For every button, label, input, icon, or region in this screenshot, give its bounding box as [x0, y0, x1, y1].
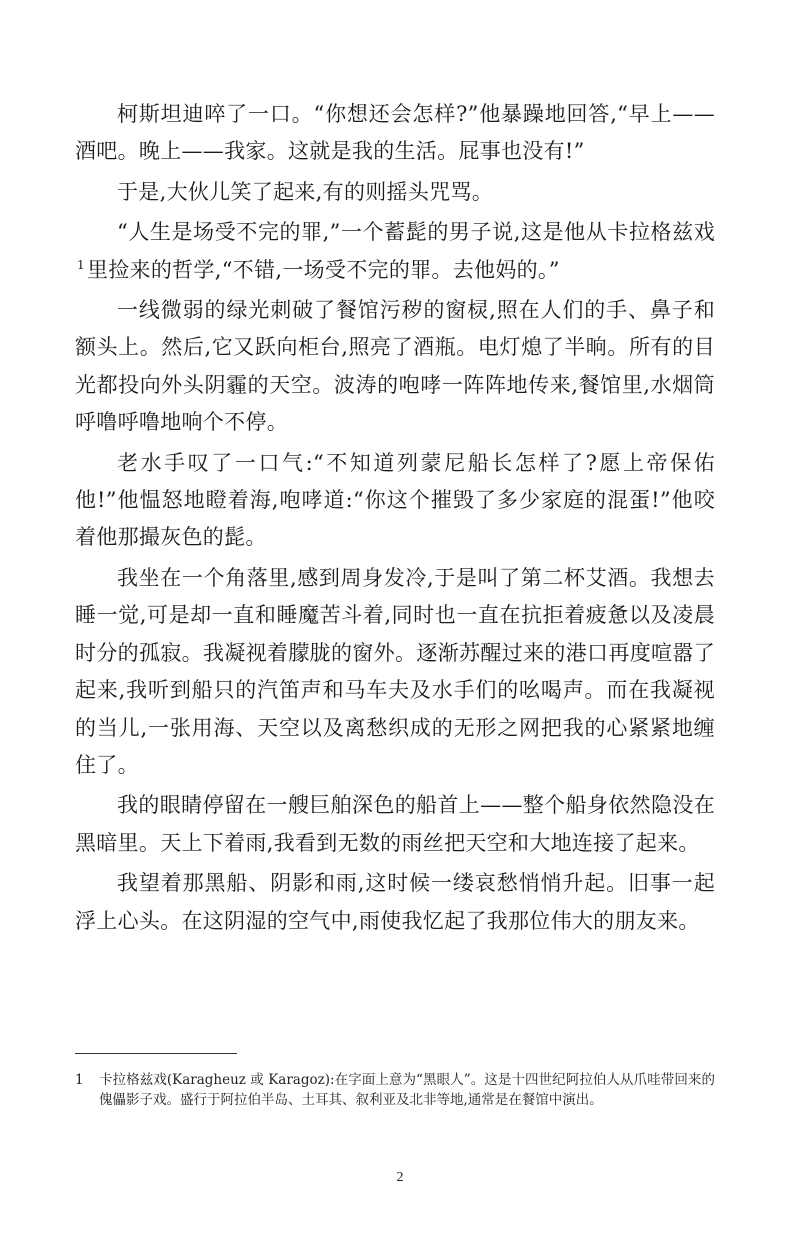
- paragraph: 一线微弱的绿光刺破了餐馆污秽的窗棂,照在人们的手、鼻子和额头上。然后,它又跃向柜台,照亮了酒瓶。电灯熄了半晌。所有的目光都投向外头阴霾的天空。波涛的咆哮一阵阵地传来,餐馆里,水烟筒呼噜呼噜地响个不停。: [75, 298, 715, 435]
- footnote-text: 卡拉格兹戏(Karagheuz 或 Karagoz):在字面上意为“黑眼人”。这是十四世纪阿拉伯人从爪哇带回来的傀儡影子戏。盛行于阿拉伯半岛、土耳其、叙利亚及北非等地,通常是在餐馆中演出。: [99, 1072, 715, 1108]
- footnote: [75, 1071, 715, 1110]
- paragraph: 于是,大伙儿笑了起来,有的则摇头咒骂。: [117, 179, 494, 204]
- paragraph: 我望着那黑船、阴影和雨,这时候一缕哀愁悄悄升起。旧事一起浮上心头。在这阴湿的空气中,雨使我忆起了我那位伟大的朋友来。: [75, 871, 715, 933]
- paragraph: 老水手叹了一口气:“不知道列蒙尼船长怎样了?愿上帝保佑他!”他愠怒地瞪着海,咆哮道:“你这个摧毁了多少家庭的混蛋!”他咬着他那撮灰色的髭。: [75, 450, 715, 550]
- footnote-number: 1: [75, 1072, 84, 1088]
- footnote-reference[interactable]: 1: [77, 257, 85, 272]
- page-number: 2: [396, 1170, 404, 1185]
- paragraph-text-after-note: 里捡来的哲学,“不错,一场受不完的罪。去他妈的。”: [86, 257, 560, 282]
- body-text: [75, 96, 715, 940]
- paragraph: 柯斯坦迪啐了一口。“你想还会怎样?”他暴躁地回答,“早上——酒吧。晚上——我家。这就是我的生活。屁事也没有!”: [75, 102, 715, 164]
- paragraph: 我的眼睛停留在一艘巨舶深色的船首上——整个船身依然隐没在黑暗里。天上下着雨,我看到无数的雨丝把天空和大地连接了起来。: [75, 793, 715, 855]
- paragraph-with-footnote-ref: [75, 214, 715, 289]
- footnote-divider: [75, 1053, 237, 1054]
- paragraph: 我坐在一个角落里,感到周身发冷,于是叫了第二杯艾酒。我想去睡一觉,可是却一直和睡魔苦斗着,同时也一直在抗拒着疲惫以及凌晨时分的孤寂。我凝视着朦胧的窗外。逐渐苏醒过来的港口再度喧嚣了起来,我听到船只的汽笛声和马车夫及水手们的吆喝声。而在我凝视的当儿,一张用海、天空以及离愁织成的无形之网把我的心紧紧地缠住了。: [75, 565, 715, 777]
- paragraph-text-before-note: “人生是场受不完的罪,”一个蓄髭的男子说,这是他从卡拉格兹戏: [117, 220, 715, 245]
